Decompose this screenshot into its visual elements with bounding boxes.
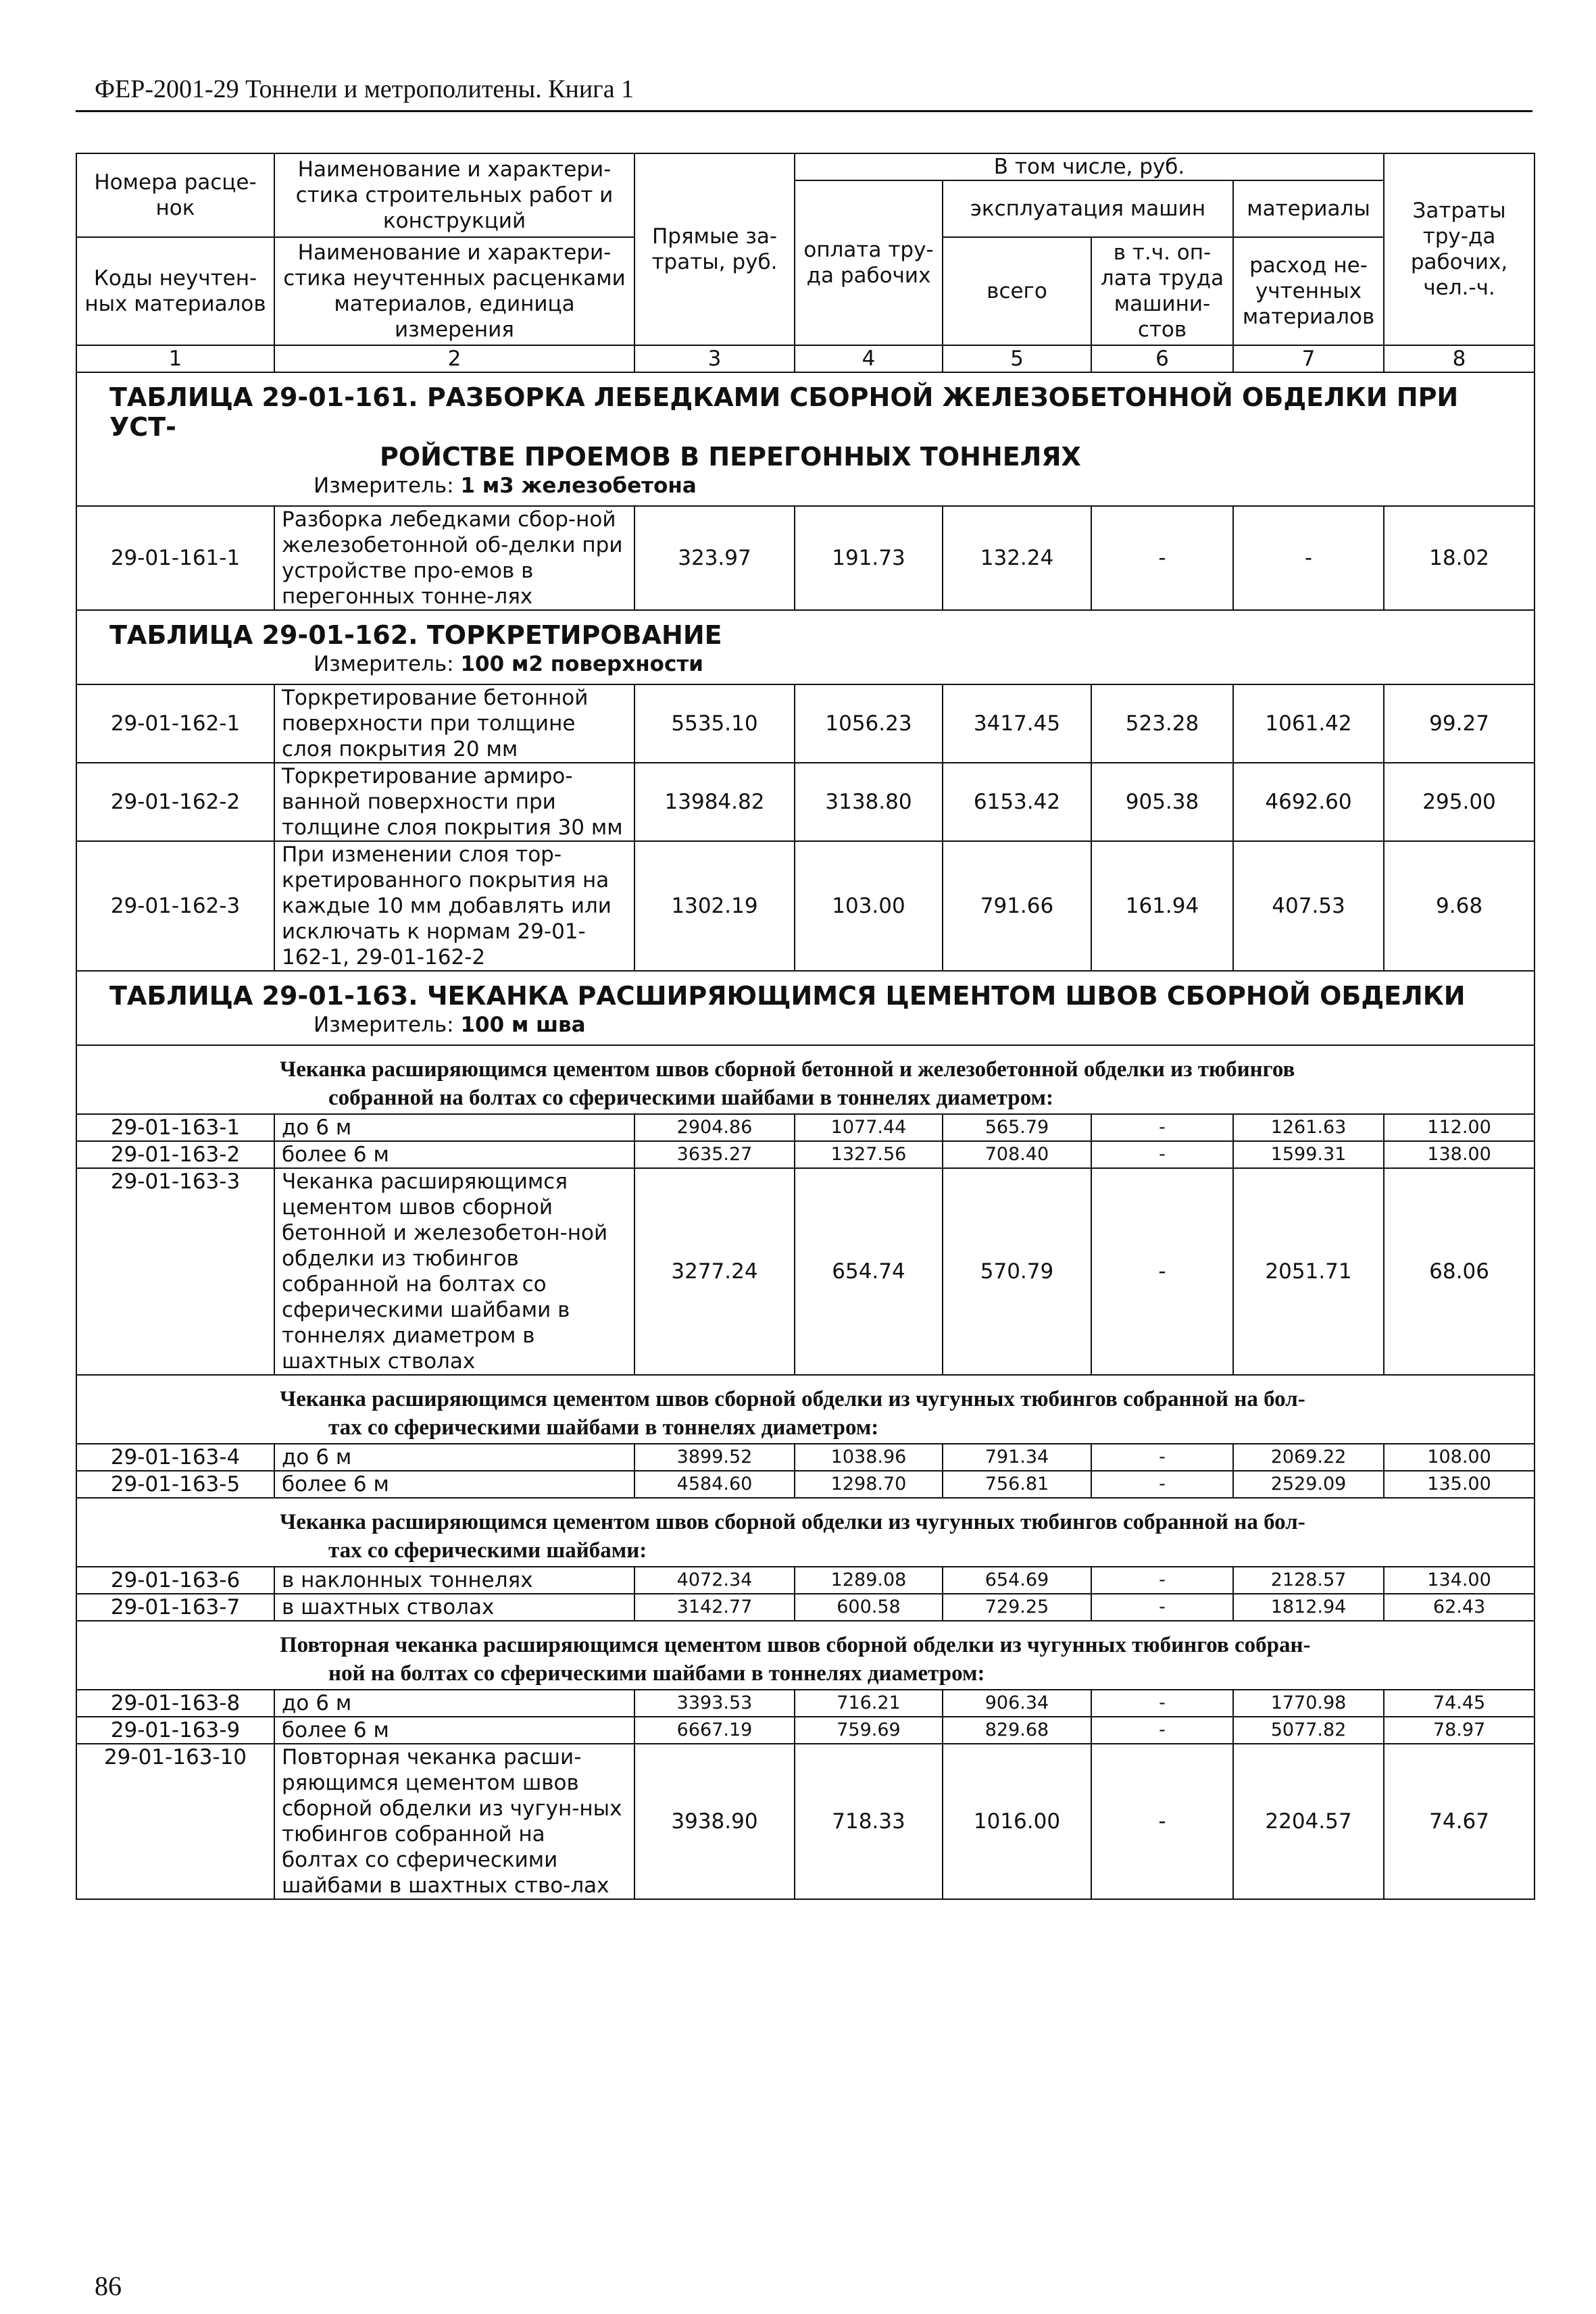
labor-pay: 1056.23 bbox=[795, 684, 943, 763]
work-name: При изменении слоя тор-кретированного покрытия на каждые 10 мм добавлять или исключать к нормам 29-01-162-1, 29-01-162-2 bbox=[274, 841, 634, 971]
work-name: в шахтных стволах bbox=[274, 1594, 634, 1621]
page-number: 86 bbox=[95, 2271, 122, 2301]
work-name: Разборка лебедками сбор-ной железобетонной об-делки при устройстве про-емов в перегонных тонне-лях bbox=[274, 506, 634, 610]
machinist-pay: - bbox=[1091, 1444, 1233, 1471]
col-number: 3 bbox=[634, 345, 795, 372]
rate-code: 29-01-163-5 bbox=[76, 1471, 274, 1498]
machines-total: 906.34 bbox=[943, 1690, 1091, 1717]
hdr-machines-total: всего bbox=[943, 237, 1091, 345]
labor-pay: 103.00 bbox=[795, 841, 943, 971]
work-name: Торкретирование армиро-ванной поверхности при толщине слоя покрытия 30 мм bbox=[274, 763, 634, 841]
materials: 1261.63 bbox=[1233, 1114, 1384, 1141]
labor-pay: 600.58 bbox=[795, 1594, 943, 1621]
machines-total: 1016.00 bbox=[943, 1744, 1091, 1899]
table-row bbox=[76, 1594, 1535, 1621]
table-row bbox=[76, 1690, 1535, 1717]
hdr-work-name: Наименование и характери-стика строительных работ и конструкций bbox=[274, 153, 634, 237]
section-title: ТАБЛИЦА 29-01-161. РАЗБОРКА ЛЕБЕДКАМИ СБОРНОЙ ЖЕЛЕЗОБЕТОННОЙ ОБДЕЛКИ ПРИ УСТ- РОЙСТВЕ ПРОЕМОВ В ПЕРЕГОННЫХ ТОННЕЛЯХ bbox=[109, 382, 1459, 472]
rate-code: 29-01-163-3 bbox=[76, 1168, 274, 1375]
direct-costs: 3277.24 bbox=[634, 1168, 795, 1375]
direct-costs: 2904.86 bbox=[634, 1114, 795, 1141]
direct-costs: 3142.77 bbox=[634, 1594, 795, 1621]
rate-code: 29-01-162-2 bbox=[76, 763, 274, 841]
machinist-pay: - bbox=[1091, 1744, 1233, 1899]
machines-total: 791.66 bbox=[943, 841, 1091, 971]
materials: 5077.82 bbox=[1233, 1717, 1384, 1744]
section-162 bbox=[76, 610, 1535, 684]
materials: 2051.71 bbox=[1233, 1168, 1384, 1375]
col-number: 6 bbox=[1091, 345, 1233, 372]
work-name: Чеканка расширяющимся цементом швов сборной бетонной и железобетон-ной обделки из тюбингов собранной на болтах со сферическими шайбами в тоннелях диаметром в шахтных стволах bbox=[274, 1168, 634, 1375]
direct-costs: 13984.82 bbox=[634, 763, 795, 841]
section-title: ТАБЛИЦА 29-01-162. ТОРКРЕТИРОВАНИЕ bbox=[109, 620, 722, 650]
hdr-unaccounted-consumption: расход не-учтенных материалов bbox=[1233, 237, 1384, 345]
materials: 2069.22 bbox=[1233, 1444, 1384, 1471]
labor-hours: 138.00 bbox=[1384, 1141, 1535, 1168]
rate-code: 29-01-162-1 bbox=[76, 684, 274, 763]
price-table bbox=[76, 153, 1535, 1900]
materials: 1812.94 bbox=[1233, 1594, 1384, 1621]
section-title: ТАБЛИЦА 29-01-163. ЧЕКАНКА РАСШИРЯЮЩИМСЯ ЦЕМЕНТОМ ШВОВ СБОРНОЙ ОБДЕЛКИ bbox=[109, 981, 1466, 1011]
labor-hours: 78.97 bbox=[1384, 1717, 1535, 1744]
rate-code: 29-01-163-8 bbox=[76, 1690, 274, 1717]
work-name: Торкретирование бетонной поверхности при толщине слоя покрытия 20 мм bbox=[274, 684, 634, 763]
materials: - bbox=[1233, 506, 1384, 610]
materials: 2204.57 bbox=[1233, 1744, 1384, 1899]
direct-costs: 3899.52 bbox=[634, 1444, 795, 1471]
hdr-labor-pay: оплата тру-да рабочих bbox=[795, 180, 943, 345]
group-heading: Чеканка расширяющимся цементом швов сборной бетонной и железобетонной обделки из тюбингов собранной на болтах со сферическими шайбами в тоннелях диаметром: bbox=[76, 1045, 1535, 1114]
header-rule bbox=[76, 110, 1532, 112]
labor-pay: 3138.80 bbox=[795, 763, 943, 841]
section-measure: Измеритель: 1 м3 железобетона bbox=[314, 474, 697, 498]
direct-costs: 5535.10 bbox=[634, 684, 795, 763]
direct-costs: 3393.53 bbox=[634, 1690, 795, 1717]
hdr-unaccounted-codes: Коды неучтен-ных материалов bbox=[76, 237, 274, 345]
group-heading: Чеканка расширяющимся цементом швов сборной обделки из чугунных тюбингов собранной на бол- тах со сферическими шайбами: bbox=[76, 1498, 1535, 1567]
hdr-machines: эксплуатация машин bbox=[943, 180, 1233, 237]
labor-hours: 74.67 bbox=[1384, 1744, 1535, 1899]
direct-costs: 3635.27 bbox=[634, 1141, 795, 1168]
hdr-unaccounted-materials: Наименование и характери-стика неучтенных расценками материалов, единица измерения bbox=[274, 237, 634, 345]
labor-hours: 135.00 bbox=[1384, 1471, 1535, 1498]
table-row bbox=[76, 841, 1535, 971]
machines-total: 829.68 bbox=[943, 1717, 1091, 1744]
table-row bbox=[76, 1168, 1535, 1375]
direct-costs: 1302.19 bbox=[634, 841, 795, 971]
machines-total: 3417.45 bbox=[943, 684, 1091, 763]
work-name: до 6 м bbox=[274, 1690, 634, 1717]
group-heading: Чеканка расширяющимся цементом швов сборной обделки из чугунных тюбингов собранной на бол- тах со сферическими шайбами в тоннелях диаметром: bbox=[76, 1375, 1535, 1444]
table-row bbox=[76, 1717, 1535, 1744]
section-161 bbox=[76, 372, 1535, 506]
work-name: более 6 м bbox=[274, 1717, 634, 1744]
labor-pay: 191.73 bbox=[795, 506, 943, 610]
labor-hours: 62.43 bbox=[1384, 1594, 1535, 1621]
rate-code: 29-01-163-9 bbox=[76, 1717, 274, 1744]
section-measure: Измеритель: 100 м2 поверхности bbox=[314, 652, 704, 676]
rate-code: 29-01-163-1 bbox=[76, 1114, 274, 1141]
labor-hours: 112.00 bbox=[1384, 1114, 1535, 1141]
work-name: более 6 м bbox=[274, 1141, 634, 1168]
rate-code: 29-01-163-7 bbox=[76, 1594, 274, 1621]
work-name: до 6 м bbox=[274, 1114, 634, 1141]
materials: 2529.09 bbox=[1233, 1471, 1384, 1498]
rate-code: 29-01-163-4 bbox=[76, 1444, 274, 1471]
machinist-pay: - bbox=[1091, 1114, 1233, 1141]
hdr-materials: материалы bbox=[1233, 180, 1384, 237]
materials: 1599.31 bbox=[1233, 1141, 1384, 1168]
direct-costs: 3938.90 bbox=[634, 1744, 795, 1899]
table-row bbox=[76, 684, 1535, 763]
machines-total: 132.24 bbox=[943, 506, 1091, 610]
materials: 4692.60 bbox=[1233, 763, 1384, 841]
machinist-pay: - bbox=[1091, 1141, 1233, 1168]
hdr-rate-number: Номера расце-нок bbox=[76, 153, 274, 237]
direct-costs: 323.97 bbox=[634, 506, 795, 610]
rate-code: 29-01-163-2 bbox=[76, 1141, 274, 1168]
materials: 1061.42 bbox=[1233, 684, 1384, 763]
labor-pay: 1289.08 bbox=[795, 1567, 943, 1594]
rate-code: 29-01-161-1 bbox=[76, 506, 274, 610]
labor-pay: 1038.96 bbox=[795, 1444, 943, 1471]
machines-total: 791.34 bbox=[943, 1444, 1091, 1471]
labor-pay: 654.74 bbox=[795, 1168, 943, 1375]
group-heading: Повторная чеканка расширяющимся цементом швов сборной обделки из чугунных тюбингов собран- ной на болтах со сферическими шайбами в тоннелях диаметром: bbox=[76, 1621, 1535, 1690]
machinist-pay: - bbox=[1091, 1594, 1233, 1621]
labor-hours: 134.00 bbox=[1384, 1567, 1535, 1594]
machinist-pay: 161.94 bbox=[1091, 841, 1233, 971]
col-number: 4 bbox=[795, 345, 943, 372]
machines-total: 654.69 bbox=[943, 1567, 1091, 1594]
machinist-pay: 523.28 bbox=[1091, 684, 1233, 763]
section-163 bbox=[76, 971, 1535, 1045]
table-row bbox=[76, 1471, 1535, 1498]
machinist-pay: - bbox=[1091, 1168, 1233, 1375]
machines-total: 729.25 bbox=[943, 1594, 1091, 1621]
rate-code: 29-01-163-10 bbox=[76, 1744, 274, 1899]
hdr-direct-costs: Прямые за-траты, руб. bbox=[634, 153, 795, 345]
labor-hours: 18.02 bbox=[1384, 506, 1535, 610]
col-number: 5 bbox=[943, 345, 1091, 372]
labor-hours: 108.00 bbox=[1384, 1444, 1535, 1471]
hdr-machinist-pay: в т.ч. оп-лата труда машини-стов bbox=[1091, 237, 1233, 345]
table-row bbox=[76, 1567, 1535, 1594]
running-header: ФЕР-2001-29 Тоннели и метрополитены. Книга 1 bbox=[95, 75, 634, 103]
labor-pay: 716.21 bbox=[795, 1690, 943, 1717]
direct-costs: 4072.34 bbox=[634, 1567, 795, 1594]
labor-hours: 68.06 bbox=[1384, 1168, 1535, 1375]
labor-hours: 295.00 bbox=[1384, 763, 1535, 841]
machines-total: 570.79 bbox=[943, 1168, 1091, 1375]
col-number: 2 bbox=[274, 345, 634, 372]
labor-pay: 1298.70 bbox=[795, 1471, 943, 1498]
work-name: до 6 м bbox=[274, 1444, 634, 1471]
direct-costs: 6667.19 bbox=[634, 1717, 795, 1744]
labor-pay: 1327.56 bbox=[795, 1141, 943, 1168]
materials: 2128.57 bbox=[1233, 1567, 1384, 1594]
hdr-labor-hours: Затраты тру-да рабочих, чел.-ч. bbox=[1384, 153, 1535, 345]
table-row bbox=[76, 1141, 1535, 1168]
work-name: Повторная чеканка расши-ряющимся цементом швов сборной обделки из чугун-ных тюбингов собранной на болтах со сферическими шайбами в шахтных ство-лах bbox=[274, 1744, 634, 1899]
direct-costs: 4584.60 bbox=[634, 1471, 795, 1498]
materials: 1770.98 bbox=[1233, 1690, 1384, 1717]
work-name: более 6 м bbox=[274, 1471, 634, 1498]
machines-total: 708.40 bbox=[943, 1141, 1091, 1168]
labor-pay: 718.33 bbox=[795, 1744, 943, 1899]
labor-hours: 74.45 bbox=[1384, 1690, 1535, 1717]
table-row bbox=[76, 763, 1535, 841]
header-row-1 bbox=[76, 153, 1535, 180]
machinist-pay: - bbox=[1091, 1471, 1233, 1498]
machines-total: 565.79 bbox=[943, 1114, 1091, 1141]
materials: 407.53 bbox=[1233, 841, 1384, 971]
table-row bbox=[76, 506, 1535, 610]
machinist-pay: - bbox=[1091, 1567, 1233, 1594]
col-number: 8 bbox=[1384, 345, 1535, 372]
labor-hours: 99.27 bbox=[1384, 684, 1535, 763]
hdr-including: В том числе, руб. bbox=[795, 153, 1384, 180]
machines-total: 6153.42 bbox=[943, 763, 1091, 841]
section-measure: Измеритель: 100 м шва bbox=[314, 1013, 586, 1037]
table-row bbox=[76, 1114, 1535, 1141]
table-row bbox=[76, 1444, 1535, 1471]
machinist-pay: - bbox=[1091, 506, 1233, 610]
column-numbers-row bbox=[76, 345, 1535, 372]
table-row bbox=[76, 1744, 1535, 1899]
rate-code: 29-01-162-3 bbox=[76, 841, 274, 971]
machines-total: 756.81 bbox=[943, 1471, 1091, 1498]
labor-pay: 1077.44 bbox=[795, 1114, 943, 1141]
col-number: 1 bbox=[76, 345, 274, 372]
col-number: 7 bbox=[1233, 345, 1384, 372]
labor-pay: 759.69 bbox=[795, 1717, 943, 1744]
rate-code: 29-01-163-6 bbox=[76, 1567, 274, 1594]
labor-hours: 9.68 bbox=[1384, 841, 1535, 971]
machinist-pay: - bbox=[1091, 1717, 1233, 1744]
machinist-pay: 905.38 bbox=[1091, 763, 1233, 841]
work-name: в наклонных тоннелях bbox=[274, 1567, 634, 1594]
machinist-pay: - bbox=[1091, 1690, 1233, 1717]
